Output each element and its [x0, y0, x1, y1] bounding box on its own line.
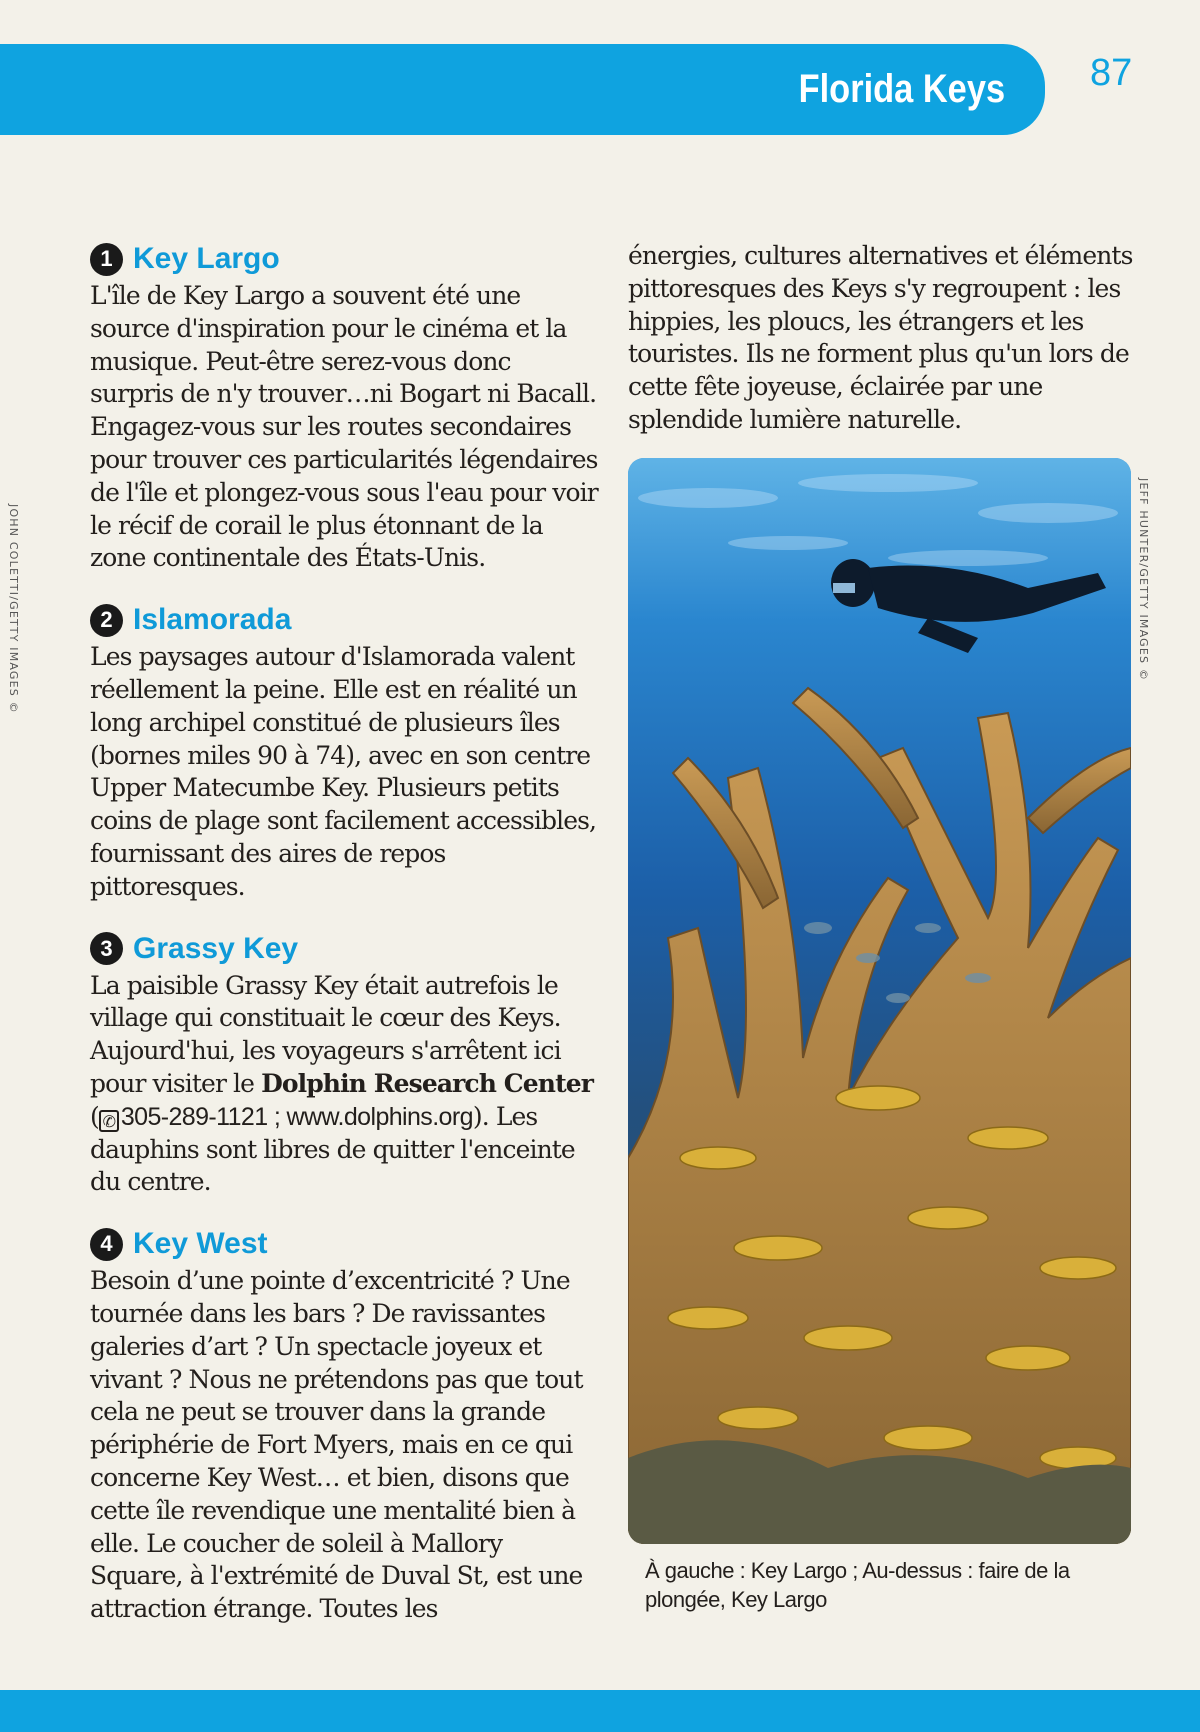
section-title: Islamorada — [133, 603, 292, 637]
photo-credit-left: JOHN COLETTI/GETTY IMAGES © — [7, 504, 20, 714]
reef-photo — [628, 458, 1131, 1544]
header-banner — [0, 44, 1045, 135]
footer-banner — [0, 1690, 1200, 1732]
section-heading — [90, 930, 600, 968]
section-key-largo — [90, 240, 600, 575]
section-grassy-key — [90, 930, 600, 1200]
chapter-title: Florida Keys — [798, 67, 1005, 111]
photo-caption: À gauche : Key Largo ; Au-dessus : faire de la plongée, Key Largo — [645, 1558, 1070, 1612]
section-text — [90, 970, 600, 1200]
website-link[interactable]: www.dolphins.org — [286, 1102, 473, 1131]
right-column — [628, 240, 1138, 437]
section-text: Besoin d’une pointe d’excentricité ? Une tournée dans les bars ? De ravissantes galeries d’art ? Un spectacle joyeux et vivant ? Nous ne prétendons pas que tout cela ne peut se trouver dans la grande périphérie de Fort Myers, mais en ce qui concerne Key West… et bien, disons que cette île revendique une mentalité bien à elle. Le coucher de soleil à Mallory Square, à l'extrémité de Duval St, est une attraction étrange. Toutes les — [90, 1266, 583, 1624]
section-heading — [90, 240, 600, 278]
section-title: Grassy Key — [133, 931, 299, 965]
left-column — [90, 240, 600, 1652]
section-heading — [90, 601, 600, 639]
section-key-west — [90, 1225, 600, 1626]
photo-credit-right: JEFF HUNTER/GETTY IMAGES © — [1137, 478, 1150, 682]
page-number: 87 — [1090, 52, 1133, 94]
number-badge: 3 — [90, 932, 123, 965]
section-islamorada — [90, 601, 600, 903]
section-text: L'île de Key Largo a souvent été une source d'inspiration pour le cinéma et la musique. Peut-être serez-vous donc surpris de n'y trouver…ni Bogart ni Bacall. Engagez-vous sur les routes secondaires pour trouver ces particularités légendaires de l'île et plongez-vous sous l'eau pour voir le récif de corail le plus étonnant de la zone continentale des États-Unis. — [90, 281, 598, 573]
section-title: Key Largo — [133, 242, 280, 275]
phone-number: 305-289-1121 — [120, 1102, 268, 1131]
phone-icon: ✆ — [99, 1110, 119, 1132]
text-segment: ( — [90, 1101, 99, 1131]
text-segment: ). Les dauphins sont libres de quitter l'enceinte du centre. — [90, 1101, 575, 1197]
number-badge: 1 — [90, 243, 123, 276]
section-text: Les paysages autour d'Islamorada valent réellement la peine. Elle est en réalité un long archipel constitué de plusieurs îles (bornes miles 90 à 74), avec en son centre Upper Matecumbe Key. Plusieurs petits coins de plage sont facilement accessibles, fournissant des aires de repos pittoresques. — [90, 642, 597, 901]
poi-name: Dolphin Research Center — [261, 1068, 594, 1098]
continuation-text: énergies, cultures alternatives et éléments pittoresques des Keys s'y regroupent : les hippies, les ploucs, les étrangers et les touristes. Ils ne forment plus qu'un lors de cette fête joyeuse, éclairée par une splendide lumière naturelle. — [628, 241, 1133, 434]
section-title: Key West — [133, 1227, 268, 1261]
number-badge: 2 — [90, 604, 123, 637]
text-segment: La paisible Grassy Key était autrefois le village qui constituait le cœur des Keys. Aujourd'hui, les voyageurs s'arrêtent ici pour visiter le — [90, 970, 561, 1098]
reef-illustration — [628, 458, 1131, 1544]
section-heading — [90, 1225, 600, 1263]
number-badge: 4 — [90, 1228, 123, 1261]
text-segment: ; — [267, 1102, 287, 1131]
